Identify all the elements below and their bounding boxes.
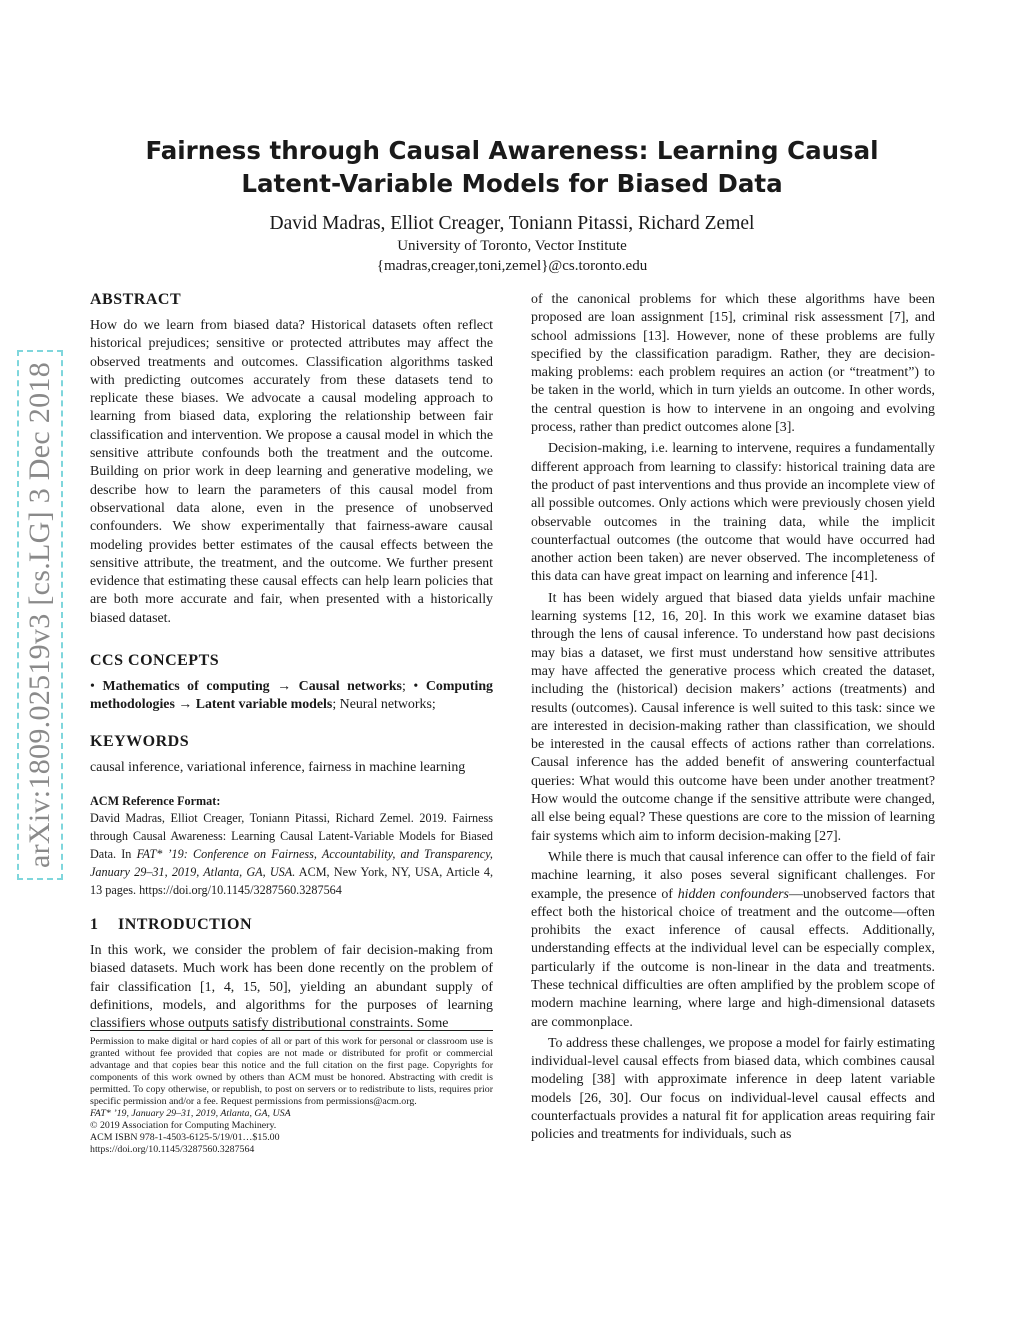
author-list: David Madras, Elliot Creager, Toniann Pitassi, Richard Zemel [269,213,755,234]
footnote-divider [90,1030,493,1031]
ccs-heading: CCS CONCEPTS [90,652,220,670]
doi-link[interactable]: https://doi.org/10.1145/3287560.3287564 [90,1144,255,1155]
intro-paragraph: In this work, we consider the problem of fair decision-making from biased datasets. Much work has been done recently on the problem of fair classification [1, 4, 15, 50], yielding an abundant supply of definitions, models, and algorithms for the purposes of learning classifiers whose outputs satisfy distributional constraints. Some [90,942,493,1032]
body-paragraph-2: Decision-making, i.e. learning to intervene, requires a fundamentally different approach from learning to classify: historical training data are the product of past interventions and thus provide an incomplete view of all possible outcomes. Only actions which were previously chosen yield observable outcomes in the training data, while the implicit counterfactual outcomes (the outcome that would have occurred had another action been taken) are never observed. The incompleteness of this data can have great impact on learning and inference [41]. [531,441,935,585]
ccs-separator: ; • [401,679,426,695]
isbn: ACM ISBN 978-1-4503-6125-5/19/01…$15.00 [90,1132,280,1143]
body-paragraph-3: It has been widely argued that biased data yields unfair machine learning systems [12, 16, 20]. In this work we examine dataset bias through the lens of causal inference. To understand how past decisions may bias a dataset, we first must understand how sensitive attributes may have affected the generative process which created the dataset, including the (historical) decision makers’ actions (treatments) and results (outcomes). Causal inference is well suited to this task: since we are interested in decision-making rather than classification, we should be interested in the causal effects of actions rather than correlations. Causal inference has the added benefit of answering counterfactual queries: What would this outcome have been under another treatment? How would the outcome change if the sensitive attribute were changed, all else being equal? These questions are core to the mission of learning fair systems which aim to inform decision-making [27]. [531,590,935,844]
title-line-2: Latent-Variable Models for Biased Data [241,169,783,198]
permission-notice: Permission to make digital or hard copies of all or part of this work for personal or classroom use is granted without fee provided that copies are not made or distributed for profit or commercial advantage and that copies bear this notice and the full citation on the first page. Copyrights for components of this work owned by others than ACM must be honored. Abstracting with credit is permitted. To copy otherwise, or republish, to post on servers or to redistribute to lists, requires prior specific permission and/or a fee. Request permissions from permissions@acm.org. [90,1036,493,1107]
ccs-item-neural: Neural networks; [339,697,436,713]
emphasis-hidden-confounders: hidden confounders [677,886,789,902]
keywords-text: causal inference, variational inference, fairness in machine learning [90,759,466,775]
ccs-item-methodologies: Computing methodologies → Latent variable models [90,679,493,713]
author-emails[interactable]: {madras,creager,toni,zemel}@cs.toronto.edu [376,258,648,274]
title-line-1: Fairness through Causal Awareness: Learning Causal [145,136,879,165]
left-column [90,290,493,1033]
abstract-text: How do we learn from biased data? Historical datasets often reflect historical prejudices; sensitive or protected attributes may affect the observed treatments and outcomes. Classification algorithms tasked with predicting outcomes accurately from these datasets tend to replicate these biases. We advocate a causal modeling approach to learning from biased data, exploring the relationship between fair classification and intervention. We propose a causal model in which the sensitive attribute confounds both the treatment and the outcome. Building on prior work in deep learning and generative modeling, we describe how to learn the parameters of this causal model from observational data alone, even in the presence of unobserved confounders. We show experimentally that fairness-aware causal modeling provides better estimates of the causal effects between the sensitive attribute, the treatment, and the outcome. We further present evidence that estimating these causal effects can help learn policies that are both more accurate and fair, when presented with a historically biased dataset. [90,318,493,626]
affiliation: University of Toronto, Vector Institute [397,238,627,254]
ccs-separator-2: ; [332,697,340,713]
ccs-concepts [90,678,493,715]
arxiv-stamp [18,320,62,910]
body-paragraph-1: of the canonical problems for which these algorithms have been proposed are loan assignment [15], criminal risk assessment [7], and school admissions [13]. However, none of these problems are fully specified by the classification paradigm. Rather, they are decision-making problems: each problem requires an action (or “treatment”) to be taken in the world, which in turn yields an outcome. In other words, the central question is how to intervene in an ongoing and evolving process, rather than predict outcomes alone [3]. [531,292,935,436]
ccs-bullet: • [90,679,103,695]
body-paragraph-5: To address these challenges, we propose a model for fairly estimating individual-level causal effects from biased data, which combines causal modeling [38] with approximate inference in deep latent variable models [26, 30]. Our focus on individual-level causal effects and counterfactuals provides a natural fit for application areas requiring fair policies and treatments for individuals, such as [531,1035,935,1143]
ccs-item-math: Mathematics of computing → Causal networks [102,679,402,695]
right-column [531,291,935,1145]
section-number: 1 [90,915,99,933]
reference-format-heading: ACM Reference Format: [90,793,221,808]
reference-venue: FAT* ’19: Conference on Fairness, Accountability, and Transparency, January 29–31, 2019, Atlanta, GA, USA. [90,846,493,879]
abstract-heading: ABSTRACT [90,291,182,308]
intro-heading: 1 INTRODUCTION [90,915,253,933]
copyright-notice: © 2019 Association for Computing Machinery. [90,1120,277,1131]
keywords-heading: KEYWORDS [90,732,190,750]
body-paragraph-4: While there is much that causal inference can offer to the field of fair machine learning, it also poses several significant challenges. For example, the presence of hidden confounders—unobserved factors that effect both the historical choice of treatment and the outcome—often prohibits the exact inference of causal effects. Additionally, understanding effects at the individual level can be especially complex, particularly if the outcome is non-linear in the data and treatments. These technical difficulties are often amplified by the problem scope of modern machine learning, where large and high-dimensional datasets are commonplace. [531,849,936,1030]
arxiv-identifier[interactable]: arXiv:1809.02519v3 [cs.LG] 3 Dec 2018 [23,356,57,874]
reference-format-text: David Madras, Elliot Creager, Toniann Pitassi, Richard Zemel. 2019. Fairness through Causal Awareness: Learning Causal Latent-Variable Models for Biased Data. In FAT* ’19: Conference on Fairness, Accountability, and Transparency, January 29–31, 2019, Atlanta, GA, USA. ACM, New York, NY, USA, Article 4, 13 pages. https://doi.org/10.1145/3287560.3287564 [90,810,493,897]
footnote-block [90,1036,493,1156]
conference-info: FAT* ’19, January 29–31, 2019, Atlanta, GA, USA [90,1108,291,1119]
paper-title [120,134,904,200]
